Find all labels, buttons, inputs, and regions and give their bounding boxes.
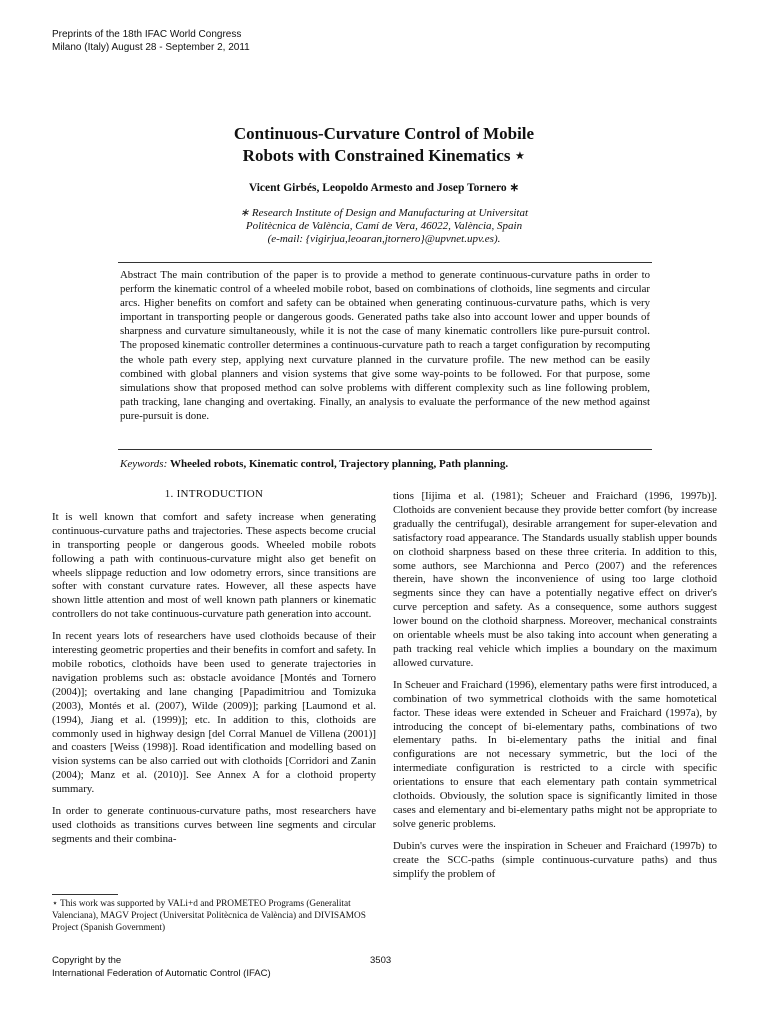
footnote-rule	[52, 894, 118, 895]
page-number: 3503	[370, 955, 392, 966]
abstract: Abstract The main contribution of the paper is to provide a method to generate continuous-curvature paths in order to perform the kinematic control of a wheeled mobile robot, based on combinations of clothoids, line segments and circular arcs. Higher benefits on comfort and safety can be obtained when generating continuous-curvature paths, which is very important in transporting people or dangerous goods. Generated paths take also into account lower and upper bounds of sharpness and curvature simultaneously, while it is not the case of many kinematic controllers like pure-pursuit control. The proposed kinematic controller determines a continuous-curvature path to reach a target configuration by recomputing the whole path every step, applying next curvature planned in the curvature profile. The new method can be easily combined with global planners and vision systems that give some way-points to be followed. For that purpose, some simulations show that proposed method can solve problems with different complexity such as line following problem, path tracking, lane changing and overtaking. Finally, an analysis to evaluate the performance of the new method against pure-pursuit is done.	[120, 269, 650, 422]
paper-title	[0, 123, 768, 167]
paragraph: In order to generate continuous-curvature paths, most researchers have used clothoids as transitions curves between line segments and circular segments and their combina-	[52, 805, 376, 845]
section-heading: 1. INTRODUCTION	[164, 488, 264, 500]
copyright-line-1: Copyright by the	[52, 955, 122, 966]
footnote: ⋆ This work was supported by VALi+d and PROMETEO Programs (Generalitat Valenciana), MAGV Project (Universitat Politècnica de València) and DIVISAMOS Project (Spanish Government)	[52, 899, 366, 933]
paragraph: It is well known that comfort and safety increase when generating continuous-curvature paths and trajectories. These aspects become crucial in transporting people or dangerous goods. Wheeled mobile robots following a path with continuous-curvature might also get benefit on wheels slippage reduction and low odometry errors, since transitions are softer with constant curvature rates. However, all these aspects have shown little attention and most of well known path planners or kinematic controllers do not take continuous-curvature path generation into account.	[52, 510, 376, 621]
affiliation	[0, 207, 768, 246]
preprint-header	[52, 28, 250, 54]
keywords-value: Wheeled robots, Kinematic control, Trajectory planning, Path planning.	[170, 458, 509, 470]
preprint-line-1: Preprints of the 18th IFAC World Congress	[52, 29, 242, 40]
left-column	[52, 488, 376, 855]
affiliation-line-2: Politècnica de València, Camí de Vera, 46022, València, Spain	[245, 220, 523, 232]
keywords	[120, 458, 650, 470]
affiliation-line-1: ∗ Research Institute of Design and Manufacturing at Universitat	[239, 207, 529, 219]
preprint-line-2: Milano (Italy) August 28 - September 2, 2011	[52, 42, 250, 53]
paragraph: tions [Iijima et al. (1981); Scheuer and Fraichard (1996, 1997b)]. Clothoids are convenient because they provide better comfort (by increase gradually the centrifugal), desirable arrangement for super-elevation and satisfactory road appearance. The Standards usually stablish upper bounds on clothoid sharpness based on these three criteria. In addition to this, some authors, see Marchionna and Perco (2007) and the references therein, have shown the inconvenience of using too large clothoid segments since they can have a potentially negative effect on driver's curve perception and safety. As a consequence, some authors suggest lower bound on the clothoid sharpness. Moreover, mechanical constraints on orientable wheels must be also taking into account when generating a path tracking real vehicle which implies a boundary on the maximum allowed curvature.	[393, 490, 717, 669]
affiliation-line-3: (e-mail: {vigirjua,leoaran,jtornero}@upvnet.upv.es).	[267, 233, 501, 245]
abstract-top-rule	[118, 262, 652, 263]
copyright-notice	[52, 955, 271, 980]
title-line-2: Robots with Constrained Kinematics ⋆	[242, 146, 526, 165]
author-list: Vicent Girbés, Leopoldo Armesto and Josep Tornero ∗	[248, 182, 520, 194]
paragraph: In Scheuer and Fraichard (1996), elementary paths were first introduced, a combination of two symmetrical clothoids with the same homotetical factor. These ideas were extended in Scheuer and Fraichard (1997a), by introducing the concept of bi-elementary paths, combinations of two elementary paths. In bi-elementary paths the initial and final configurations are not necessary symmetric, but the loci of the intermediate configuration is restricted to a circle with specific orientations to ensure that each elementary path contain symmetrical clothoids. Obviously, the solution space is significantly limited in those cases and elementary and bi-elementary paths might not be appropriate to solve generic problems.	[393, 678, 717, 830]
abstract-bottom-rule	[118, 449, 652, 450]
keywords-label: Keywords:	[120, 458, 168, 470]
copyright-line-2: International Federation of Automatic Control (IFAC)	[52, 967, 271, 979]
paragraph: Dubin's curves were the inspiration in Scheuer and Fraichard (1997b) to create the SCC-paths (simple continuous-curvature paths) and thus simplify the problem of	[393, 839, 717, 880]
paragraph: In recent years lots of researchers have used clothoids because of their interesting geometric properties and their benefits in comfort and safety. In mobile robotics, clothoids have been used to generate trajectories in navigation problems such as: obstacle avoidance [Montés and Tornero (2004)]; overtaking and lane changing [Papadimitriou and Tomizuka (2003), Montés et al. (2007), Wilde (2009)]; parking [Laumond et al. (1994), Jiang et al. (1999)]; etc. In addition to this, clothoids are commonly used in highway design [del Corral Manuel de Villena (2001)] and coasters [Weiss (1998)]. Road identification and modelling based on vision systems can be also carried out with clothoids [Corridori and Zanin (2004); Manz et al. (2010)]. See Annex A for a clothoid property summary.	[52, 630, 376, 796]
title-line-1: Continuous-Curvature Control of Mobile	[233, 124, 535, 143]
right-column	[393, 490, 717, 889]
